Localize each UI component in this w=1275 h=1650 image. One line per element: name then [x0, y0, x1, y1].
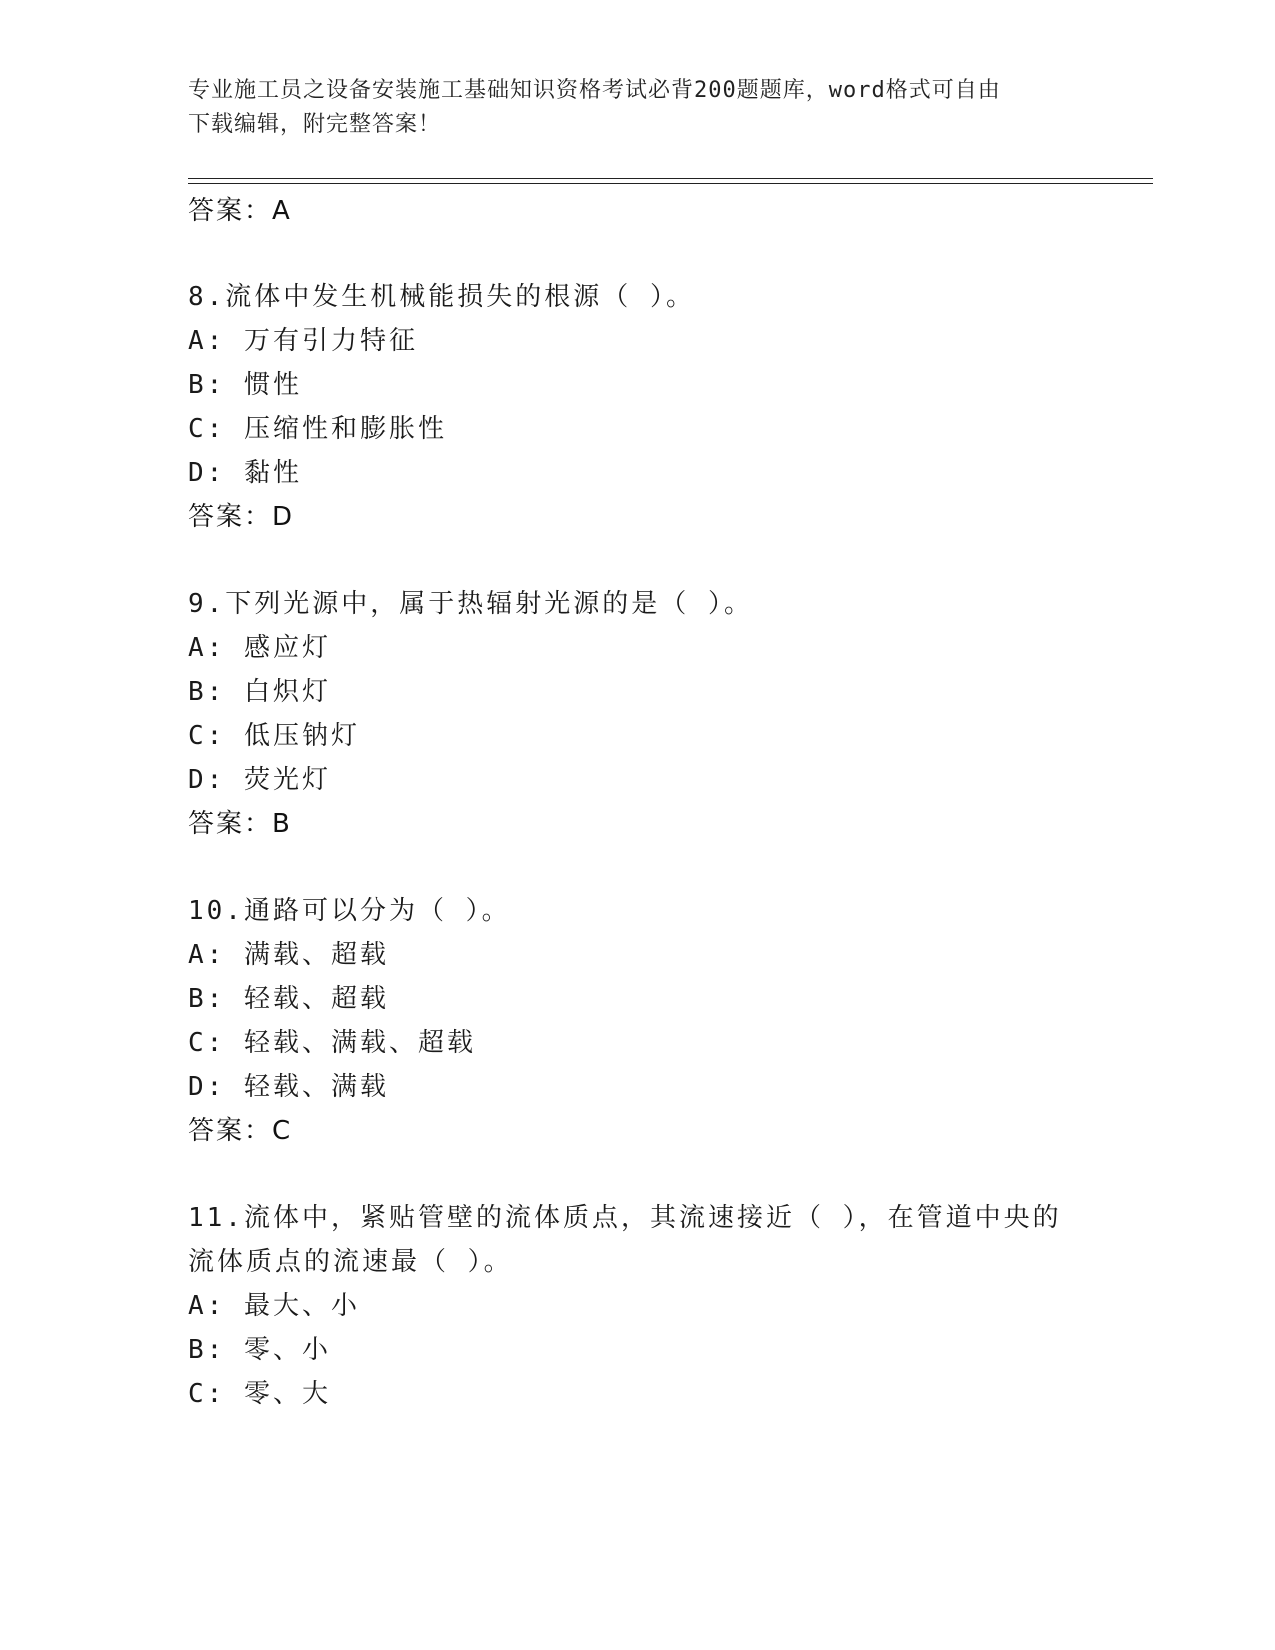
question-11-stem-line-2: 流体质点的流速最（ ）。 [188, 1247, 513, 1277]
question-8-option-b: B: 惯性 [188, 370, 302, 400]
header-divider-bottom [188, 183, 1153, 184]
question-8-option-c: C: 压缩性和膨胀性 [188, 414, 447, 444]
question-9-option-b: B: 白炽灯 [188, 677, 331, 707]
question-8-answer: 答案：D [188, 502, 295, 532]
question-10-option-c: C: 轻载、满载、超载 [188, 1028, 476, 1058]
question-10-option-d: D: 轻载、满载 [188, 1072, 389, 1102]
question-8-stem: 8.流体中发生机械能损失的根源（ ）。 [188, 282, 695, 312]
question-8-option-a: A: 万有引力特征 [188, 326, 418, 356]
question-11-option-a: A: 最大、小 [188, 1291, 360, 1321]
header-divider-top [188, 178, 1153, 179]
question-8-option-d: D: 黏性 [188, 458, 302, 488]
question-9-stem: 9.下列光源中，属于热辐射光源的是（ ）。 [188, 589, 753, 619]
document-header [188, 74, 1088, 142]
question-9-option-d: D: 荧光灯 [188, 765, 331, 795]
question-9-answer: 答案：B [188, 809, 292, 839]
question-10-option-b: B: 轻载、超载 [188, 984, 389, 1014]
header-line-2: 下载编辑，附完整答案！ [188, 112, 442, 137]
question-10-stem: 10.通路可以分为（ ）。 [188, 896, 511, 926]
answer-q7: 答案：A [188, 196, 292, 226]
question-11-option-b: B: 零、小 [188, 1335, 331, 1365]
question-10-option-a: A: 满载、超载 [188, 940, 389, 970]
header-line-1: 专业施工员之设备安装施工基础知识资格考试必背200题题库，word格式可自由 [188, 78, 1001, 103]
question-10-answer: 答案：C [188, 1116, 293, 1146]
question-9-option-a: A: 感应灯 [188, 633, 331, 663]
question-9-option-c: C: 低压钠灯 [188, 721, 360, 751]
question-11-option-c: C: 零、大 [188, 1379, 331, 1409]
question-11-stem-line-1: 11.流体中，紧贴管壁的流体质点，其流速接近（ ），在管道中央的 [188, 1203, 1062, 1233]
